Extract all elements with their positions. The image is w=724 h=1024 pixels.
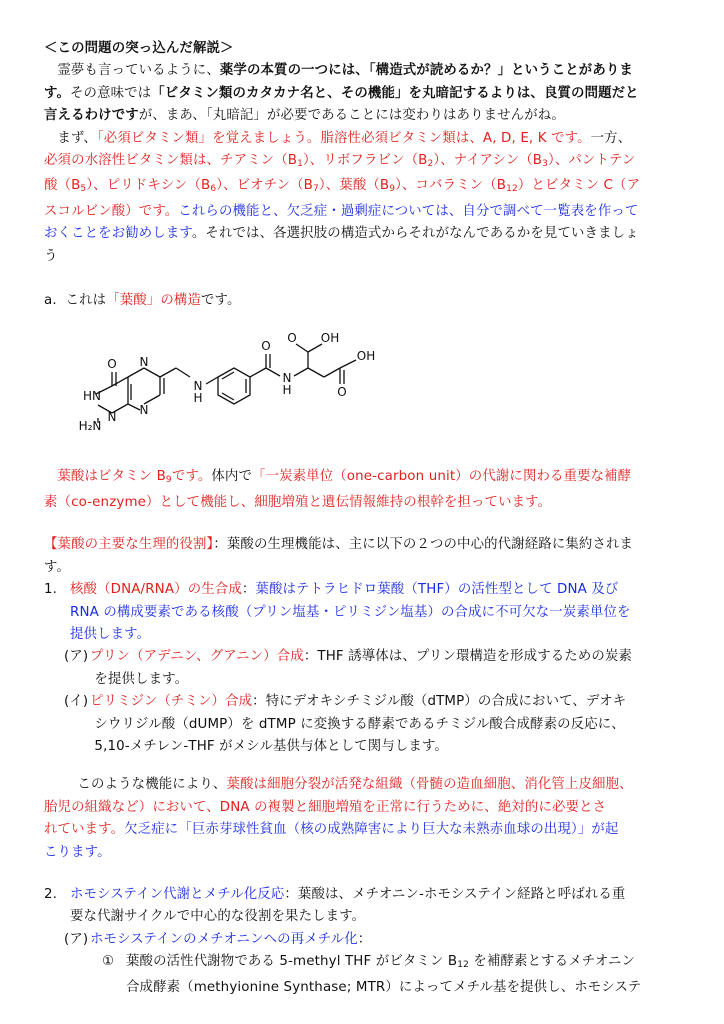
atom-o: O bbox=[107, 357, 117, 371]
atom-oh: OH bbox=[356, 349, 376, 363]
summary-blue-text: 欠乏症に「巨赤芽球性貧血（核の成熟障害により巨大な未熟赤血球の出現）」が起 こります。 bbox=[44, 822, 619, 860]
list-item-1b bbox=[44, 691, 686, 758]
item1b-text: ：特にデオキシチミジル酸（dTMP）の合成において、デオキ bbox=[252, 694, 627, 710]
item2a1-text: 合成酵素（methyionine Synthase; MTR）によってメチル基を提供し、ホモシステ bbox=[126, 979, 642, 995]
atom-h2n: H₂N bbox=[78, 419, 102, 433]
section-a-text: です。 bbox=[201, 293, 241, 309]
item1-text: ： bbox=[241, 582, 256, 598]
roles-text: ：葉酸の生理機能は、主に以下の２つの中心的代謝経路に集約されま bbox=[213, 537, 634, 553]
intro-bold-text: す。 bbox=[44, 85, 71, 101]
folate-paragraph bbox=[44, 466, 686, 514]
intro-text: 霊夢も言っているように、 bbox=[57, 63, 220, 79]
atom-o: O bbox=[287, 331, 297, 345]
atom-o: O bbox=[337, 385, 347, 399]
item1b-red-text: ピリミジン（チミン）合成 bbox=[90, 694, 253, 710]
item1b-text: シウリジル酸（dUMP）を dTMP に変換する酵素であるチミジル酸合成酵素の反応に、 bbox=[94, 716, 625, 732]
atom-n: N bbox=[282, 371, 292, 385]
item1a-text: を提供します。 bbox=[94, 671, 189, 687]
vitamins-text: 。それでは、各選択肢の構造式からそれがなんであるかを見ていきましょ bbox=[191, 226, 639, 242]
summary-paragraph bbox=[44, 774, 686, 864]
folate-text: 体内で bbox=[211, 469, 252, 485]
section-a-text: これは bbox=[65, 293, 107, 309]
roles-paragraph bbox=[44, 534, 686, 579]
intro-bold-text: 「ビタミン類のカタカナ名と、その機能」を丸暗記するよりは、良質の問題だと bbox=[151, 85, 639, 101]
item2a1-subscript: 12 bbox=[457, 960, 469, 971]
item2-text: ：葉酸は、メチオニン-ホモシステイン経路と呼ばれる重 bbox=[284, 886, 626, 902]
summary-text: このような機能により、 bbox=[77, 777, 227, 793]
atom-h: H bbox=[282, 383, 292, 397]
section-a bbox=[44, 290, 686, 312]
atom-n: N bbox=[107, 410, 117, 424]
vitamins-red-text: 「必須ビタミン類」を覚えましょう。脂溶性必須ビタミン類は、A, D, E, K です。 bbox=[96, 130, 591, 146]
vitamins-text: う bbox=[44, 248, 58, 264]
section-a-red-text: 「葉酸」の構造 bbox=[106, 293, 202, 309]
vitamins-blue-text: これらの機能と、欠乏症・過剰症については、自分で調べて一覧表を作って おくことをお勧めします bbox=[44, 203, 639, 242]
list-number: ① bbox=[102, 954, 115, 970]
bond-lines bbox=[96, 344, 356, 423]
atom-n: N bbox=[193, 379, 203, 393]
folic-acid-diagram bbox=[78, 320, 398, 438]
atom-n: N bbox=[139, 355, 149, 369]
atom-oh: OH bbox=[320, 331, 340, 345]
intro-bold-text: 言えるわけです bbox=[44, 108, 139, 124]
item2a-text: ： bbox=[357, 931, 372, 947]
list-item-2 bbox=[44, 884, 686, 929]
roles-red-text: 【葉酸の主要な生理的役割】 bbox=[44, 537, 214, 553]
list-number: (ア) bbox=[64, 931, 89, 947]
intro-text: その意味では bbox=[70, 85, 152, 101]
item1b-text: 5,10-メチレン-THF がメシル基供与体として関与します。 bbox=[94, 738, 448, 754]
section-a-label: a. bbox=[44, 293, 57, 309]
item1-blue-text: 葉酸はテトラヒドロ葉酸（THF）の活性型として DNA 及び RNA の構成要素である核酸（プリン塩基・ピリミジン塩基）の合成に不可欠な一炭素単位を 提供します。 bbox=[70, 582, 631, 642]
section-heading: ＜この問題の突っ込んだ解説＞ bbox=[44, 41, 234, 56]
intro-paragraph bbox=[44, 60, 686, 127]
list-item-1 bbox=[44, 579, 686, 646]
vitamins-text: まず、 bbox=[57, 130, 97, 146]
atom-hn: HN bbox=[83, 389, 101, 403]
item1a-red-text: プリン（アデニン、グアニン）合成 bbox=[90, 649, 304, 665]
atom-o: O bbox=[261, 339, 271, 353]
item2a1-text: を補酵素とするメチオニン bbox=[469, 954, 636, 970]
item2-text: 要な代謝サイクルで中心的な役割を果たします。 bbox=[70, 909, 366, 925]
list-number: 1. bbox=[44, 582, 58, 598]
list-number: (イ) bbox=[64, 694, 89, 710]
item2a1-text: 葉酸の活性代謝物である 5-methyl THF がビタミン B bbox=[126, 954, 458, 970]
atom-n: N bbox=[139, 403, 149, 417]
intro-bold-text: 薬学の本質の一つには、「構造式が読めるか？」ということがありま bbox=[219, 63, 633, 79]
folic-acid-structure bbox=[78, 320, 398, 438]
item2-blue-text: ホモシステイン代謝とメチル化反応 bbox=[70, 886, 285, 902]
list-item-1a bbox=[44, 646, 686, 691]
intro-text: が、まあ、「丸暗記」が必要であることには変わりはありませんがね。 bbox=[138, 108, 565, 124]
vitamins-paragraph bbox=[44, 128, 686, 268]
list-number: (ア) bbox=[64, 649, 89, 665]
vitamins-red-text: 必須の水溶性ビタミン類は、チアミン$(B_1)$、リボフラビン$(B_2)$、ナイアシン$(B_3)$、パントテン 酸$(B_5)$、ピリドキシン$(B_6)$、ビオチン$(B_7)$、葉酸$(B_9)$、コバラミン$(B_{12})$とビタミン C（ア スコルビン酸）です。 bbox=[44, 153, 641, 219]
summary-red-text: 葉酸は細胞分裂が活発な組織（骨髄の造血細胞、消化管上皮細胞、 胎児の組織など）において、DNA の複製と細胞増殖を正常に行うために、絶対的に必要とさ れています。 bbox=[44, 777, 633, 838]
folate-red-text: 葉酸はビタミン $B_9$です。 bbox=[57, 469, 212, 486]
item1a-text: ：THF 誘導体は、プリン環構造を形成するための炭素 bbox=[303, 649, 633, 665]
roles-text: す。 bbox=[44, 559, 71, 575]
atom-h: H bbox=[193, 391, 203, 405]
list-number: 2. bbox=[44, 886, 58, 902]
list-item-2a bbox=[44, 929, 686, 951]
folate-red-text: 「一炭素単位（one-carbon unit）の代謝に関わる重要な補酵 素（co-enzyme）として機能し、細胞増殖と遺伝情報維持の根幹を担っています。 bbox=[44, 469, 632, 510]
document-page bbox=[44, 38, 686, 999]
vitamins-text: 一方、 bbox=[590, 130, 632, 146]
list-item-2a-1 bbox=[44, 951, 686, 999]
item2a-blue-text: ホモシステインのメチオニンへの再メチル化 bbox=[90, 931, 358, 947]
item1-red-text: 核酸（DNA/RNA）の生合成 bbox=[70, 582, 242, 598]
